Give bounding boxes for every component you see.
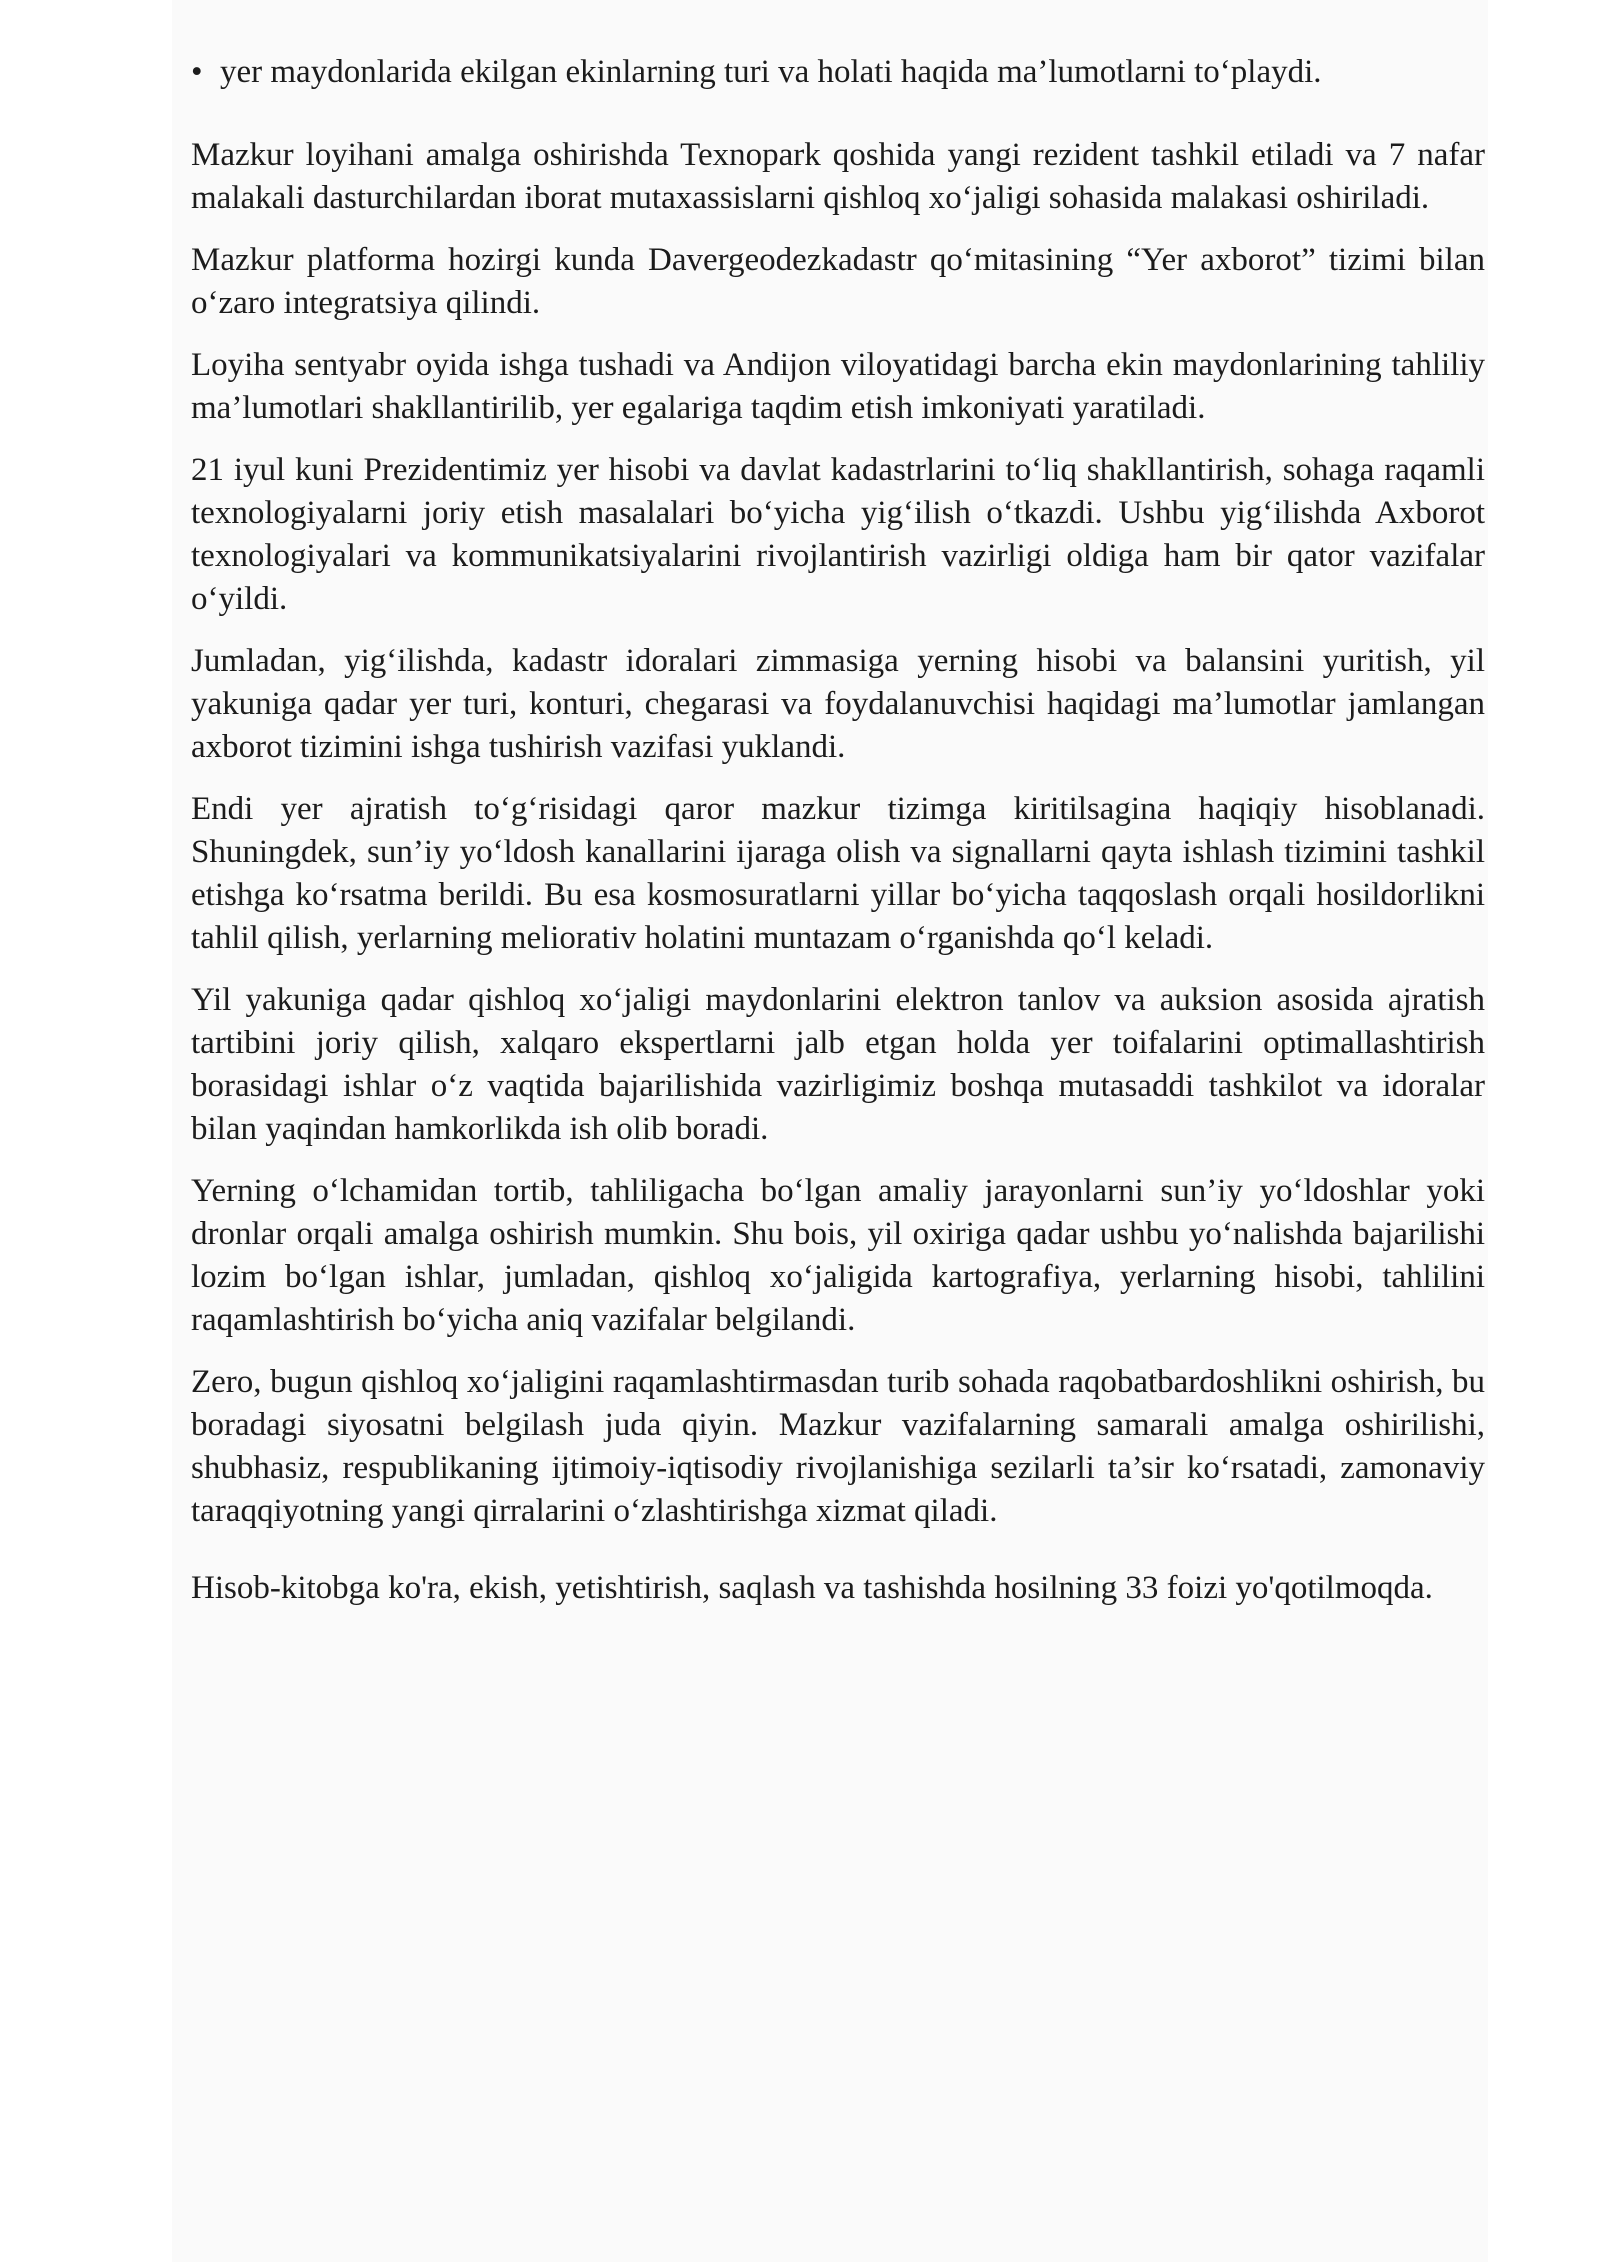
paragraph-president-meeting: 21 iyul kuni Prezidentimiz yer hisobi va davlat kadastrlarini to‘liq shakllantirish, sohaga raqamli texnologiyalarni joriy etish masalalari bo‘yicha yig‘ilish o‘tkazdi. Ushbu yig‘ilishda Axborot texnologiyalari va kommunikatsiyalarini rivojlantirish vazirligi oldiga ham bir qator vazifalar o‘yildi.	[191, 452, 1485, 617]
paragraph-digitalization: Zero, bugun qishloq xo‘jaligini raqamlashtirmasdan turib sohada raqobatbardoshlikni oshirish, bu boradagi siyosatni belgilash juda qiyin. Mazkur vazifalarning samarali amalga oshirilishi, shubhasiz, respublikaning ijtimoiy-iqtisodiy rivojlanishiga sezilarli ta’sir ko‘rsatadi, zamonaviy taraqqiyotning yangi qirralarini o‘zlashtirishga xizmat qiladi.	[191, 1364, 1485, 1529]
bullet-list-item	[191, 40, 1485, 104]
paragraph-auction: Yil yakuniga qadar qishloq xo‘jaligi maydonlarini elektron tanlov va auksion asosida ajratish tartibini joriy qilish, xalqaro ekspertlarni jalb etgan holda yer toifalarini optimallashtirish borasidagi ishlar o‘z vaqtida bajarilishida vazirligimiz boshqa mutasaddi tashkilot va idoralar bilan yaqindan hamkorlikda ish olib boradi.	[191, 982, 1485, 1147]
paragraph-drones: Yerning o‘lchamidan tortib, tahliligacha bo‘lgan amaliy jarayonlarni sun’iy yo‘ldoshlar yoki dronlar orqali amalga oshirish mumkin. Shu bois, yil oxiriga qadar ushbu yo‘nalishda bajarilishi lozim bo‘lgan ishlar, jumladan, qishloq xo‘jaligida kartografiya, yerlarning hisobi, tahlilini raqamlashtirish bo‘yicha aniq vazifalar belgilandi.	[191, 1173, 1485, 1338]
bullet-marker: •	[191, 54, 203, 90]
paragraph-integration: Mazkur platforma hozirgi kunda Davergeodezkadastr qo‘mitasining “Yer axborot” tizimi bilan o‘zaro integratsiya qilindi.	[191, 242, 1485, 321]
paragraph-harvest-loss: Hisob-kitobga ko'ra, ekish, yetishtirish, saqlash va tashishda hosilning 33 foizi yo'qotilmoqda.	[191, 1570, 1433, 1606]
bullet-text: yer maydonlarida ekilgan ekinlarning turi va holati haqida ma’lumotlarni to‘playdi.	[220, 54, 1322, 90]
paragraph-texnopark: Mazkur loyihani amalga oshirishda Texnopark qoshida yangi rezident tashkil etiladi va 7 nafar malakali dasturchilardan iborat mutaxassislarni qishloq xo‘jaligi sohasida malakasi oshiriladi.	[191, 137, 1485, 216]
paragraph-launch: Loyiha sentyabr oyida ishga tushadi va Andijon viloyatidagi barcha ekin maydonlarining tahliliy ma’lumotlari shakllantirilib, yer egalariga taqdim etish imkoniyati yaratiladi.	[191, 347, 1485, 426]
paragraph-cadastre-tasks: Jumladan, yig‘ilishda, kadastr idoralari zimmasiga yerning hisobi va balansini yuritish, yil yakuniga qadar yer turi, konturi, chegarasi va foydalanuvchisi haqidagi ma’lumotlar jamlangan axborot tizimini ishga tushirish vazifasi yuklandi.	[191, 643, 1485, 765]
document-body	[191, 36, 1485, 1636]
paragraph-satellite: Endi yer ajratish to‘g‘risidagi qaror mazkur tizimga kiritilsagina haqiqiy hisoblanadi. Shuningdek, sun’iy yo‘ldosh kanallarini ijaraga olish va signallarni qayta ishlash tizimini tashkil etishga ko‘rsatma berildi. Bu esa kosmosuratlarni yillar bo‘yicha taqqoslash orqali hosildorlikni tahlil qilish, yerlarning meliorativ holatini muntazam o‘rganishda qo‘l keladi.	[191, 791, 1485, 956]
